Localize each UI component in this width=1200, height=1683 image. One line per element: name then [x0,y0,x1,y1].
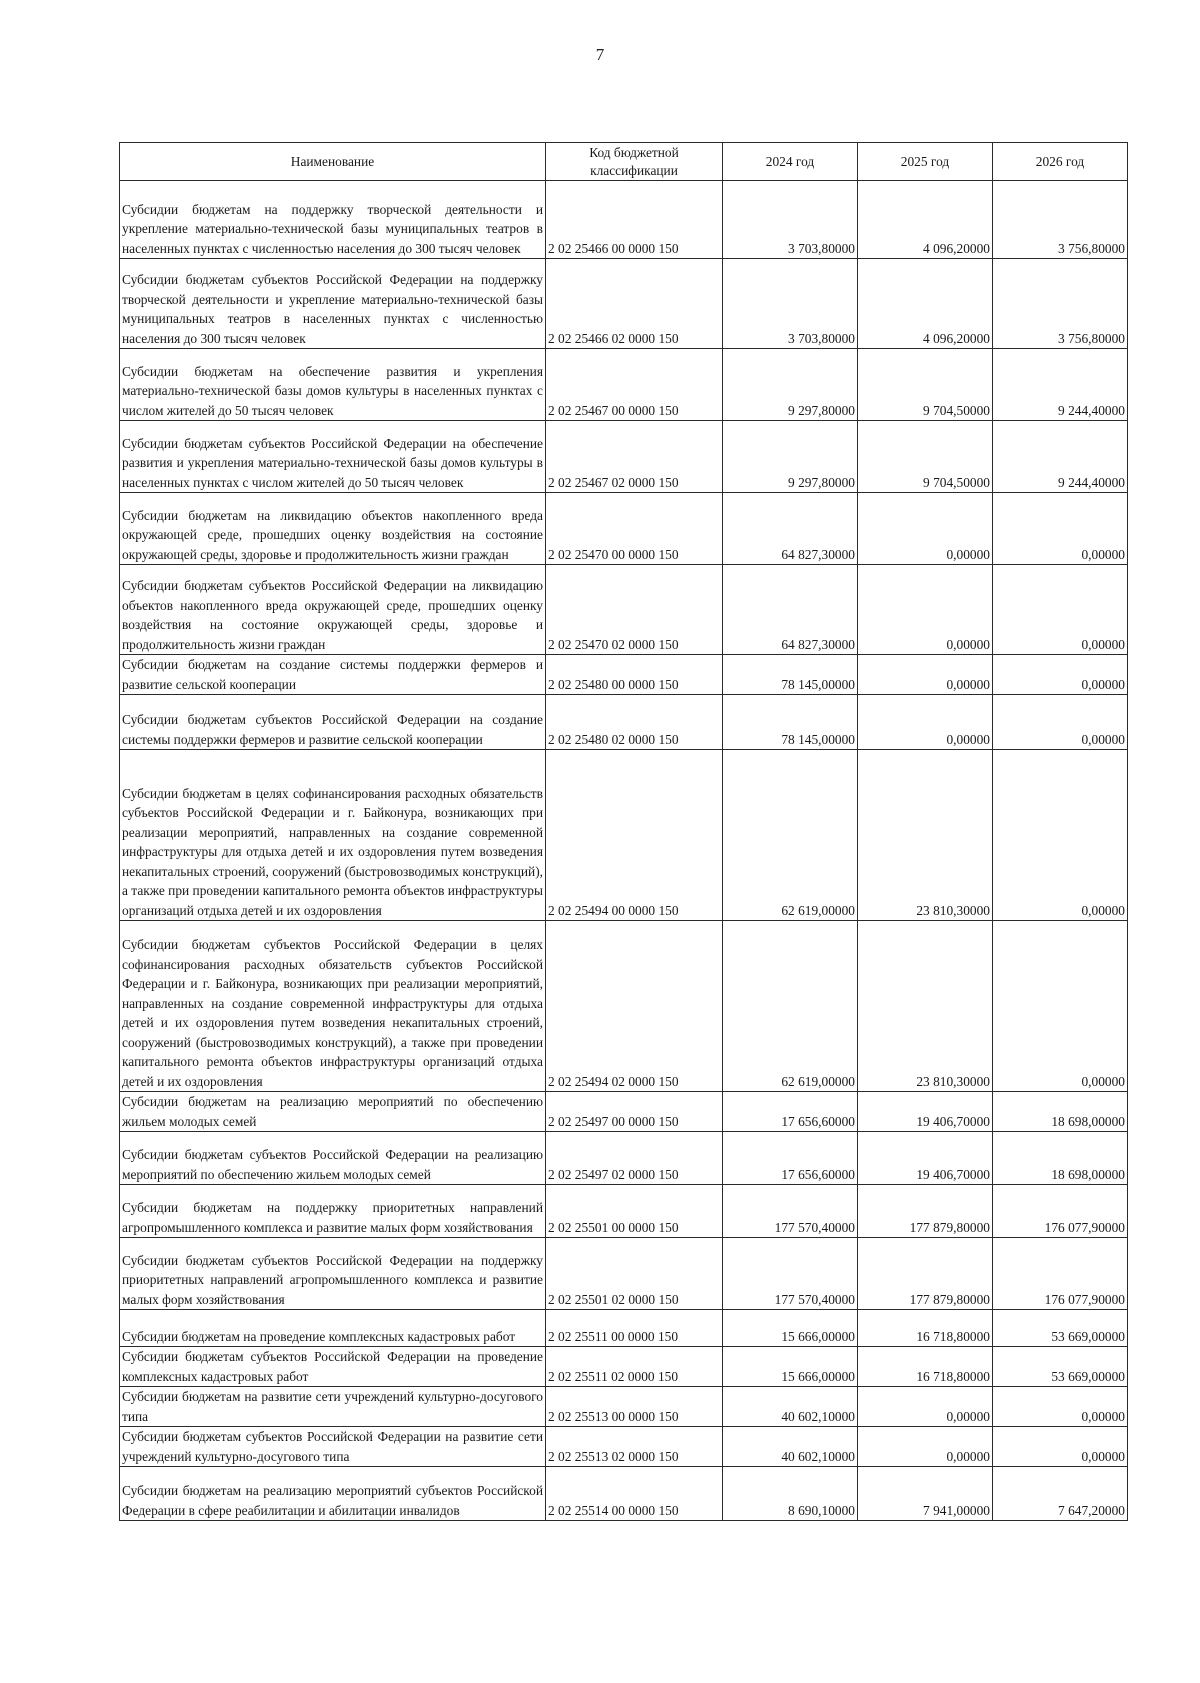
cell-code: 2 02 25513 00 0000 150 [546,1387,723,1427]
cell-2026: 9 244,40000 [993,349,1128,421]
cell-2025: 0,00000 [858,1427,993,1467]
header-2026: 2026 год [993,143,1128,181]
cell-code: 2 02 25497 00 0000 150 [546,1092,723,1132]
table-row [120,1132,1128,1185]
cell-2026: 0,00000 [993,921,1128,1092]
table-row [120,259,1128,349]
cell-2024: 3 703,80000 [723,181,858,259]
table-row [120,565,1128,655]
cell-2024: 62 619,00000 [723,750,858,921]
cell-name: Субсидии бюджетам субъектов Российской Федерации на обеспечение развития и укрепления материально-технической базы домов культуры в населенных пунктах с числом жителей до 50 тысяч человек [120,421,546,493]
table-row [120,493,1128,565]
cell-2025: 16 718,80000 [858,1347,993,1387]
cell-code: 2 02 25501 00 0000 150 [546,1185,723,1238]
cell-name: Субсидии бюджетам на реализацию мероприятий субъектов Российской Федерации в сфере реабилитации и абилитации инвалидов [120,1467,546,1521]
header-2024: 2024 год [723,143,858,181]
table-row [120,750,1128,921]
table-row [120,349,1128,421]
cell-2026: 176 077,90000 [993,1185,1128,1238]
cell-2025: 0,00000 [858,565,993,655]
cell-code: 2 02 25494 02 0000 150 [546,921,723,1092]
cell-2026: 3 756,80000 [993,259,1128,349]
header-2025: 2025 год [858,143,993,181]
cell-code: 2 02 25511 00 0000 150 [546,1310,723,1347]
cell-2025: 7 941,00000 [858,1467,993,1521]
cell-2024: 3 703,80000 [723,259,858,349]
cell-name: Субсидии бюджетам субъектов Российской Федерации на реализацию мероприятий по обеспечению жильем молодых семей [120,1132,546,1185]
cell-2024: 64 827,30000 [723,565,858,655]
budget-table [119,142,1128,1521]
cell-code: 2 02 25497 02 0000 150 [546,1132,723,1185]
table-row [120,921,1128,1092]
cell-2026: 0,00000 [993,1387,1128,1427]
cell-code: 2 02 25467 02 0000 150 [546,421,723,493]
table-row [120,695,1128,750]
cell-2026: 0,00000 [993,695,1128,750]
table-header-row [120,143,1128,181]
cell-2025: 9 704,50000 [858,349,993,421]
cell-code: 2 02 25501 02 0000 150 [546,1238,723,1310]
cell-2026: 0,00000 [993,750,1128,921]
header-name: Наименование [120,143,546,181]
cell-code: 2 02 25513 02 0000 150 [546,1427,723,1467]
cell-name: Субсидии бюджетам субъектов Российской Федерации на создание системы поддержки фермеров и развитие сельской кооперации [120,695,546,750]
cell-code: 2 02 25470 00 0000 150 [546,493,723,565]
cell-2025: 4 096,20000 [858,259,993,349]
cell-2026: 18 698,00000 [993,1092,1128,1132]
table-row [120,181,1128,259]
cell-name: Субсидии бюджетам субъектов Российской Федерации в целях софинансирования расходных обязательств субъектов Российской Федерации и г. Байконура, возникающих при реализации мероприятий, направленных на создание современной инфраструктуры для отдыха детей и их оздоровления путем возведения некапитальных строений, сооружений (быстровозводимых конструкций), а также при проведении капитального ремонта объектов инфраструктуры организаций отдыха детей и их оздоровления [120,921,546,1092]
cell-code: 2 02 25466 02 0000 150 [546,259,723,349]
cell-2024: 40 602,10000 [723,1387,858,1427]
cell-2024: 9 297,80000 [723,349,858,421]
cell-2026: 18 698,00000 [993,1132,1128,1185]
table-row [120,1310,1128,1347]
cell-name: Субсидии бюджетам на ликвидацию объектов накопленного вреда окружающей среде, прошедших оценку воздействия на состояние окружающей среды, здоровье и продолжительность жизни граждан [120,493,546,565]
table-row [120,1347,1128,1387]
cell-2026: 0,00000 [993,493,1128,565]
cell-2026: 53 669,00000 [993,1347,1128,1387]
table-row [120,1238,1128,1310]
cell-2025: 0,00000 [858,493,993,565]
header-code: Код бюджетной классификации [546,143,723,181]
cell-2025: 19 406,70000 [858,1092,993,1132]
cell-2025: 23 810,30000 [858,750,993,921]
cell-name: Субсидии бюджетам на реализацию мероприятий по обеспечению жильем молодых семей [120,1092,546,1132]
cell-2026: 53 669,00000 [993,1310,1128,1347]
cell-2025: 177 879,80000 [858,1238,993,1310]
cell-code: 2 02 25466 00 0000 150 [546,181,723,259]
table-row [120,1185,1128,1238]
table-row [120,655,1128,695]
cell-2025: 0,00000 [858,655,993,695]
cell-name: Субсидии бюджетам на обеспечение развития и укрепления материально-технической базы домов культуры в населенных пунктах с числом жителей до 50 тысяч человек [120,349,546,421]
cell-2025: 19 406,70000 [858,1132,993,1185]
cell-2024: 177 570,40000 [723,1185,858,1238]
table-row [120,1427,1128,1467]
cell-name: Субсидии бюджетам субъектов Российской Федерации на поддержку приоритетных направлений агропромышленного комплекса и развитие малых форм хозяйствования [120,1238,546,1310]
cell-code: 2 02 25467 00 0000 150 [546,349,723,421]
cell-2024: 78 145,00000 [723,695,858,750]
cell-name: Субсидии бюджетам в целях софинансирования расходных обязательств субъектов Российской Федерации и г. Байконура, возникающих при реализации мероприятий, направленных на создание современной инфраструктуры для отдыха детей и их оздоровления путем возведения некапитальных строений, сооружений (быстровозводимых конструкций), а также при проведении капитального ремонта объектов инфраструктуры организаций отдыха детей и их оздоровления [120,750,546,921]
cell-2024: 78 145,00000 [723,655,858,695]
table-row [120,1467,1128,1521]
cell-name: Субсидии бюджетам субъектов Российской Федерации на ликвидацию объектов накопленного вреда окружающей среде, прошедших оценку воздействия на состояние окружающей среды, здоровье и продолжительность жизни граждан [120,565,546,655]
table-row [120,421,1128,493]
table-row [120,1387,1128,1427]
cell-name: Субсидии бюджетам на поддержку творческой деятельности и укрепление материально-технической базы муниципальных театров в населенных пунктах с численностью населения до 300 тысяч человек [120,181,546,259]
cell-2024: 17 656,60000 [723,1092,858,1132]
cell-code: 2 02 25480 02 0000 150 [546,695,723,750]
cell-2025: 177 879,80000 [858,1185,993,1238]
cell-2024: 62 619,00000 [723,921,858,1092]
table-row [120,1092,1128,1132]
cell-code: 2 02 25480 00 0000 150 [546,655,723,695]
cell-name: Субсидии бюджетам субъектов Российской Федерации на проведение комплексных кадастровых работ [120,1347,546,1387]
cell-2024: 15 666,00000 [723,1347,858,1387]
cell-code: 2 02 25514 00 0000 150 [546,1467,723,1521]
cell-2025: 23 810,30000 [858,921,993,1092]
cell-name: Субсидии бюджетам субъектов Российской Федерации на развитие сети учреждений культурно-досугового типа [120,1427,546,1467]
cell-code: 2 02 25470 02 0000 150 [546,565,723,655]
cell-name: Субсидии бюджетам на создание системы поддержки фермеров и развитие сельской кооперации [120,655,546,695]
cell-name: Субсидии бюджетам на проведение комплексных кадастровых работ [120,1310,546,1347]
cell-2025: 16 718,80000 [858,1310,993,1347]
cell-2025: 0,00000 [858,1387,993,1427]
cell-name: Субсидии бюджетам субъектов Российской Федерации на поддержку творческой деятельности и укрепление материально-технической базы муниципальных театров в населенных пунктах с численностью населения до 300 тысяч человек [120,259,546,349]
cell-2024: 15 666,00000 [723,1310,858,1347]
cell-name: Субсидии бюджетам на поддержку приоритетных направлений агропромышленного комплекса и развитие малых форм хозяйствования [120,1185,546,1238]
cell-2026: 0,00000 [993,565,1128,655]
cell-2024: 64 827,30000 [723,493,858,565]
cell-2025: 9 704,50000 [858,421,993,493]
cell-name: Субсидии бюджетам на развитие сети учреждений культурно-досугового типа [120,1387,546,1427]
page-number: 7 [595,45,605,64]
cell-2024: 40 602,10000 [723,1427,858,1467]
cell-2024: 8 690,10000 [723,1467,858,1521]
cell-2024: 17 656,60000 [723,1132,858,1185]
cell-2024: 177 570,40000 [723,1238,858,1310]
cell-code: 2 02 25494 00 0000 150 [546,750,723,921]
cell-2025: 0,00000 [858,695,993,750]
cell-2026: 3 756,80000 [993,181,1128,259]
cell-2025: 4 096,20000 [858,181,993,259]
cell-2026: 7 647,20000 [993,1467,1128,1521]
cell-2026: 176 077,90000 [993,1238,1128,1310]
cell-2024: 9 297,80000 [723,421,858,493]
cell-2026: 9 244,40000 [993,421,1128,493]
cell-code: 2 02 25511 02 0000 150 [546,1347,723,1387]
cell-2026: 0,00000 [993,655,1128,695]
cell-2026: 0,00000 [993,1427,1128,1467]
